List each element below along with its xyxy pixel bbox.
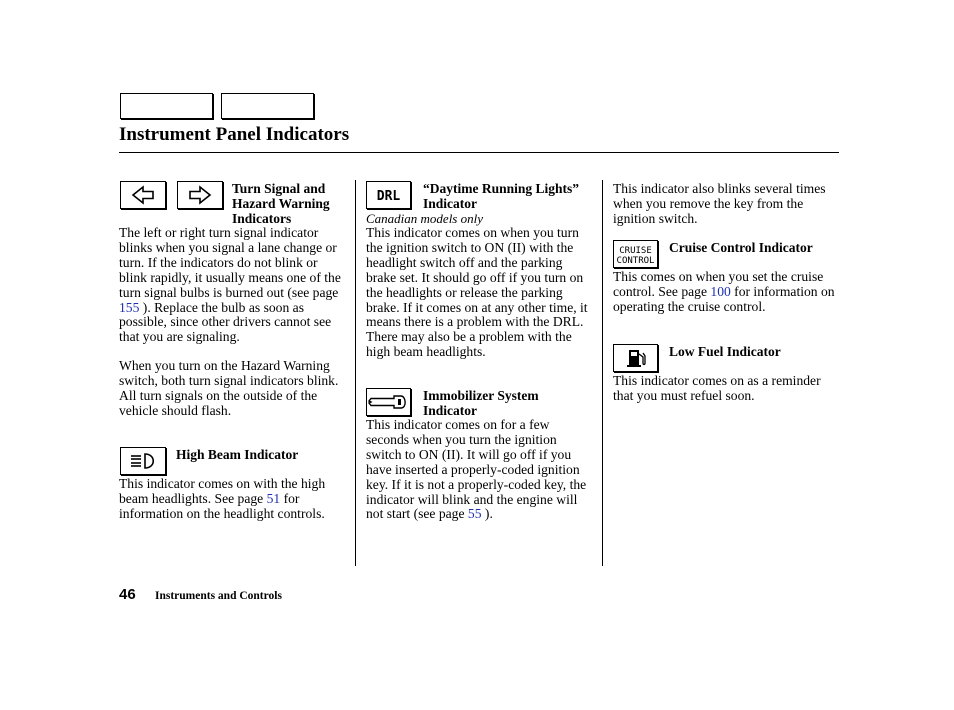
- low-fuel-paragraph: This indicator comes on as a reminder that you must refuel soon.: [613, 373, 821, 403]
- cruise-heading: Cruise Control Indicator: [669, 240, 813, 255]
- cruise-icon-label-2: CONTROL: [616, 256, 655, 266]
- immobilizer-heading: Immobilizer System Indicator: [423, 388, 539, 418]
- page-link[interactable]: 100: [710, 283, 731, 299]
- page-number: 46: [119, 586, 136, 603]
- right-arrow-icon: [177, 181, 223, 209]
- immobilizer-paragraph: This indicator comes on for a few seconds when you turn the ignition switch to ON (II). It will go off if you have inserted a properly-coded ignition key. If it is not a properly-coded key, the indicator will blink and the engine will not start (see page 55 ).: [366, 417, 587, 522]
- page-link[interactable]: 155: [119, 299, 140, 315]
- column-divider: [355, 180, 356, 566]
- drl-note: Canadian models only: [366, 211, 483, 226]
- key-icon: [366, 388, 411, 416]
- turn-signal-paragraph: The left or right turn signal indicator blinks when you signal a lane change or turn. If the indicators do not blink or blink rapidly, it usually means one of the turn signal bulbs is burned out (see page 155 ). Replace the bulb as soon as possible, since other drivers cannot see that you are signaling.: [119, 225, 341, 345]
- nav-button-prev[interactable]: [120, 93, 213, 119]
- low-fuel-heading: Low Fuel Indicator: [669, 344, 781, 359]
- cruise-paragraph: This comes on when you set the cruise control. See page 100 for information on operating the cruise control.: [613, 269, 835, 314]
- high-beam-heading: High Beam Indicator: [176, 447, 299, 462]
- hazard-paragraph: When you turn on the Hazard Warning switch, both turn signal indicators blink. All turn signals on the outside of the vehicle should flash.: [119, 358, 339, 418]
- column-divider: [602, 180, 603, 566]
- drl-heading: “Daytime Running Lights” Indicator: [423, 181, 580, 211]
- nav-button-next[interactable]: [221, 93, 314, 119]
- drl-icon-label: DRL: [376, 189, 401, 204]
- high-beam-icon: [120, 447, 166, 475]
- page-title: Instrument Panel Indicators: [119, 124, 350, 145]
- page-link[interactable]: 55: [467, 506, 482, 522]
- left-arrow-icon: [120, 181, 166, 209]
- high-beam-paragraph: This indicator comes on with the high beam headlights. See page 51 for information on the headlight controls.: [119, 476, 326, 521]
- cruise-icon-label-1: CRUISE: [619, 246, 652, 256]
- cruise-control-icon: [613, 240, 658, 268]
- blink-note-paragraph: This indicator also blinks several times when you remove the key from the ignition switch.: [613, 181, 826, 226]
- drl-paragraph: This indicator comes on when you turn the ignition switch to ON (II) with the headlight switch off and the parking brake set. It should go off if you turn on the headlights or release the parking brake. If it comes on at any other time, it means there is a problem with the DRL. There may also be a problem with the high beam headlights.: [366, 225, 588, 360]
- drl-icon: [366, 181, 411, 209]
- fuel-pump-icon: [613, 344, 658, 372]
- turn-signal-heading: Turn Signal and Hazard Warning Indicators: [232, 181, 330, 226]
- title-rule: [119, 152, 839, 153]
- page-link[interactable]: 51: [266, 490, 281, 506]
- section-name: Instruments and Controls: [155, 590, 282, 602]
